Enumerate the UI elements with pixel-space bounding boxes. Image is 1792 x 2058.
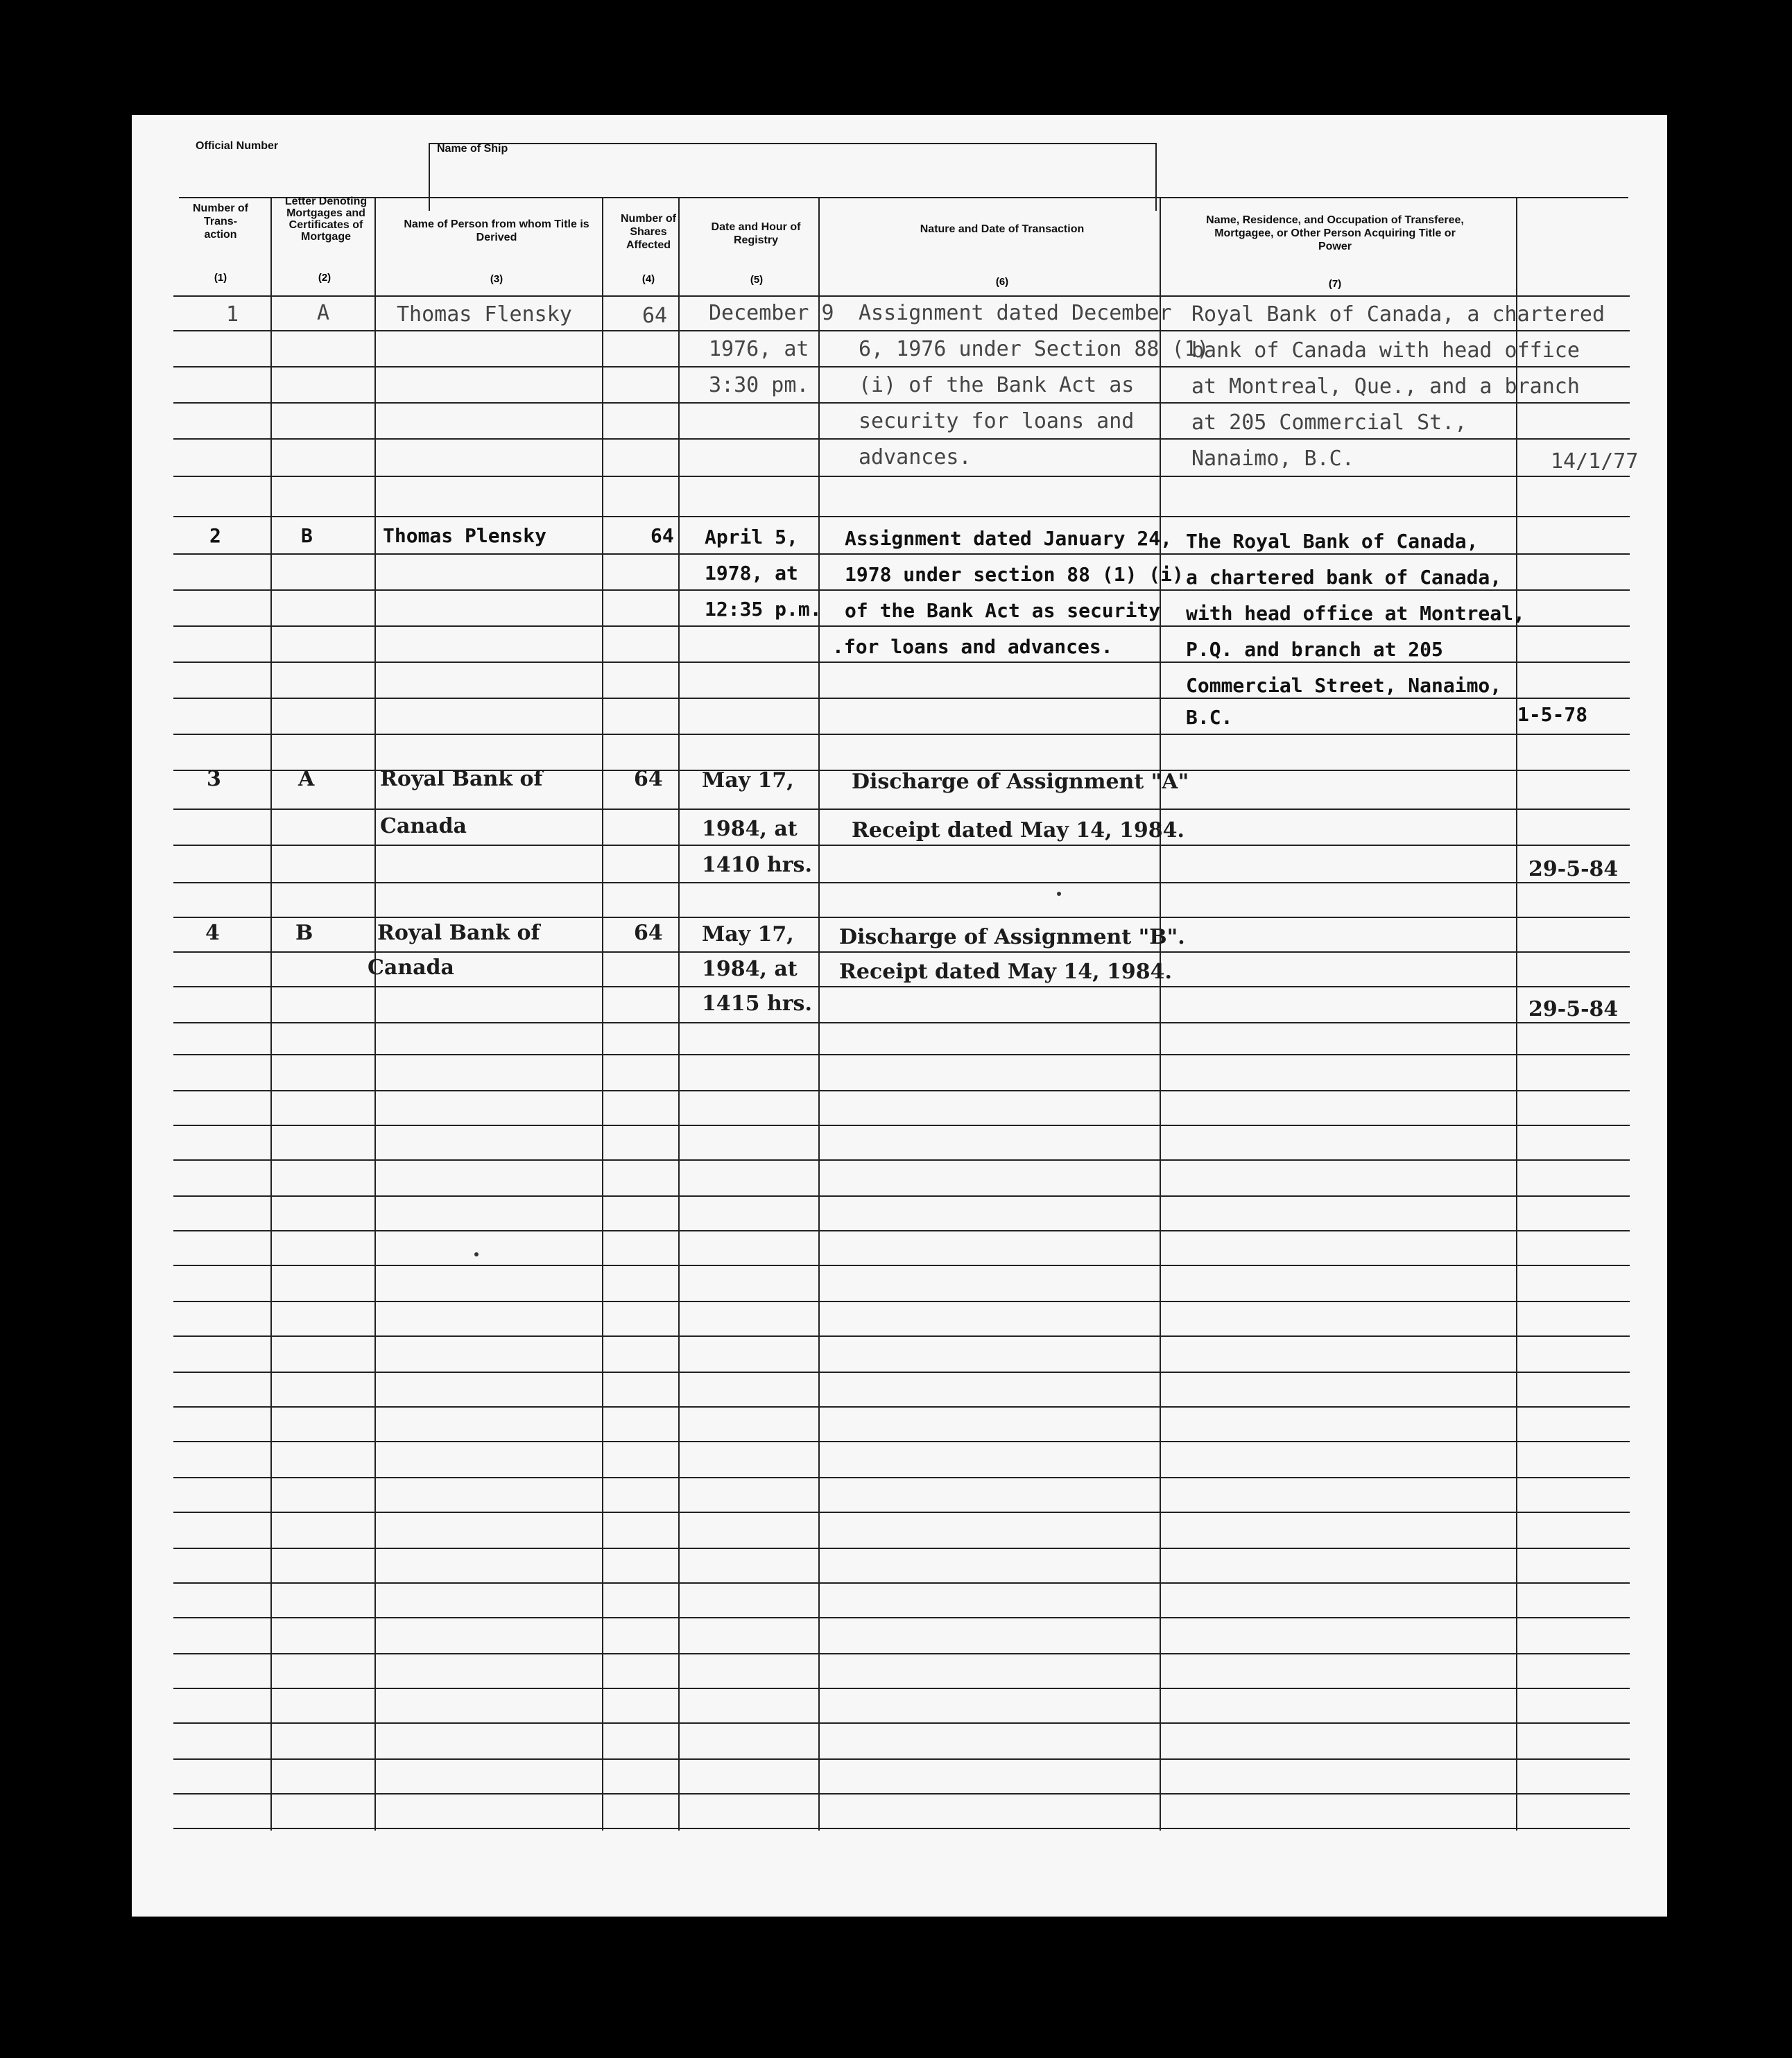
col1-number: (1) <box>214 272 227 284</box>
col5-header: Date and Hour of Registry <box>711 221 801 246</box>
ruled-line <box>173 1265 1630 1266</box>
name-of-ship-label: Name of Ship <box>437 143 508 155</box>
col-rule-2 <box>374 197 376 1831</box>
entry2-nature-line3: of the Bank Act as security <box>845 599 1161 622</box>
entry2-transferee-line4: P.Q. and branch at 205 <box>1186 638 1443 661</box>
entry3-nature-line1: Discharge of Assignment "A" <box>852 770 1189 794</box>
entry2-date-line3: 12:35 p.m. <box>705 598 822 621</box>
col6-header: Nature and Date of Transaction <box>920 223 1085 235</box>
col-rule-5 <box>818 197 820 1831</box>
ruled-line <box>173 1022 1630 1023</box>
ruled-line <box>173 951 1630 953</box>
entry4-date-line1: May 17, <box>702 922 794 946</box>
ruled-line <box>173 1477 1630 1478</box>
ruled-line <box>173 917 1630 918</box>
entry4-nature-line2: Receipt dated May 14, 1984. <box>839 960 1172 984</box>
col2-number: (2) <box>318 272 331 284</box>
col7-header: Name, Residence, and Occupation of Transferee, Mortgagee, or Other Person Acquiring Title or Power <box>1206 214 1464 252</box>
ruled-line <box>173 1125 1630 1126</box>
speck <box>1057 892 1061 896</box>
ruled-line <box>173 1230 1630 1231</box>
ruled-line <box>173 1512 1630 1513</box>
ruled-line <box>173 1582 1630 1584</box>
ruled-line <box>173 808 1630 810</box>
entry3-number: 3 <box>207 767 221 791</box>
ruled-line <box>173 1301 1630 1302</box>
col2-header: Letter Denoting Mortgages and Certificates of Mortgage <box>284 196 368 243</box>
ship-box-top <box>429 143 1157 144</box>
ruled-line <box>173 330 1630 331</box>
entry1-transferee-line1: Royal Bank of Canada, a chartered <box>1191 302 1605 327</box>
ruled-line <box>173 1828 1630 1829</box>
entry1-transferee-line5: Nanaimo, B.C. <box>1191 447 1354 471</box>
ruled-line <box>173 553 1630 555</box>
col-rule-6 <box>1160 197 1161 1831</box>
ruled-line <box>173 366 1630 368</box>
ruled-line <box>173 1406 1630 1408</box>
entry3-shares: 64 <box>634 767 663 791</box>
header-top-line <box>179 197 1628 198</box>
ruled-line <box>173 1758 1630 1760</box>
entry3-date-line2: 1984, at <box>702 817 798 841</box>
entry1-from: Thomas Flensky <box>397 302 572 327</box>
header-divider <box>429 143 430 211</box>
col-rule-3 <box>602 197 603 1831</box>
entry1-shares: 64 <box>642 304 668 328</box>
ruled-line <box>173 1653 1630 1654</box>
ruled-line <box>173 1722 1630 1724</box>
entry1-nature-line1: Assignment dated December <box>859 301 1172 325</box>
entry1-transferee-line2: bank of Canada with head office <box>1191 338 1580 363</box>
col1-header: Number of Trans- action <box>193 202 248 241</box>
entry4-margin-date: 29-5-84 <box>1528 997 1619 1021</box>
entry1-nature-line4: security for loans and <box>859 409 1135 433</box>
col-rule-1 <box>270 197 272 1831</box>
entry3-from-line1: Royal Bank of <box>380 767 543 791</box>
entry2-shares: 64 <box>651 524 674 547</box>
entry3-from-line2: Canada <box>380 814 467 838</box>
col4-header: Number of Shares Affected <box>621 213 676 251</box>
col-rule-7 <box>1516 197 1517 1831</box>
entry4-from-line1: Royal Bank of <box>377 921 540 945</box>
col7-number: (7) <box>1328 278 1342 290</box>
entry2-nature-line2: 1978 under section 88 (1) (i) <box>845 563 1184 586</box>
entry4-number: 4 <box>205 921 220 945</box>
entry1-number: 1 <box>226 302 239 327</box>
col5-number: (5) <box>750 274 764 286</box>
entry1-date-line3: 3:30 pm. <box>709 373 809 397</box>
ruled-line <box>173 1195 1630 1197</box>
ruled-line <box>173 1054 1630 1055</box>
ruled-line <box>173 402 1630 404</box>
ruled-line <box>173 1090 1630 1091</box>
ruled-line <box>173 986 1630 987</box>
entry3-date-line1: May 17, <box>702 768 794 793</box>
ruled-line <box>173 698 1630 699</box>
entry1-nature-line5: advances. <box>859 445 972 469</box>
ruled-line <box>173 734 1630 735</box>
entry1-margin-date: 14/1/77 <box>1551 449 1639 474</box>
entry1-transferee-line4: at 205 Commercial St., <box>1191 410 1467 435</box>
ruled-line <box>173 1793 1630 1795</box>
entry2-transferee-line5: Commercial Street, Nanaimo, <box>1186 674 1502 697</box>
col6-number: (6) <box>995 276 1009 288</box>
entry2-transferee-line1: The Royal Bank of Canada, <box>1186 530 1479 553</box>
register-page <box>132 115 1667 1917</box>
col-rule-4 <box>678 197 680 1831</box>
entry2-nature-line4: .for loans and advances. <box>832 635 1113 658</box>
entry3-margin-date: 29-5-84 <box>1528 857 1619 881</box>
ruled-line <box>173 882 1630 883</box>
col3-header: Name of Person from whom Title is Derived <box>404 218 589 243</box>
entry2-transferee-line2: a chartered bank of Canada, <box>1186 566 1502 589</box>
ruled-line <box>173 1441 1630 1442</box>
entry2-transferee-line6: B.C. <box>1186 706 1233 729</box>
col4-number: (4) <box>641 273 655 285</box>
ruled-line <box>173 625 1630 627</box>
entry1-nature-line2: 6, 1976 under Section 88 (1) <box>859 337 1209 361</box>
entry4-nature-line1: Discharge of Assignment "B". <box>839 925 1185 949</box>
ruled-line <box>173 845 1630 846</box>
entry2-margin-date: 1-5-78 <box>1517 703 1588 726</box>
entry2-transferee-line3: with head office at Montreal, <box>1186 602 1525 625</box>
entry1-date-line2: 1976, at <box>709 337 809 361</box>
entry3-nature-line2: Receipt dated May 14, 1984. <box>852 818 1184 842</box>
entry4-date-line2: 1984, at <box>702 957 798 981</box>
speck <box>474 1252 479 1256</box>
entry1-date-line1: December 9 <box>709 301 834 325</box>
entry2-nature-line1: Assignment dated January 24, <box>845 527 1173 550</box>
ruled-line <box>173 1159 1630 1161</box>
entry2-number: 2 <box>209 524 221 547</box>
entry2-from: Thomas Plensky <box>383 524 547 547</box>
ruled-line <box>173 438 1630 440</box>
ruled-line <box>173 295 1630 297</box>
ruled-line <box>173 1335 1630 1337</box>
entry2-date-line1: April 5, <box>705 526 798 548</box>
ship-box-right <box>1155 143 1157 211</box>
entry3-letter: A <box>298 767 315 791</box>
entry3-date-line3: 1410 hrs. <box>702 853 812 877</box>
ruled-line <box>173 662 1630 663</box>
col3-number: (3) <box>490 273 503 285</box>
entry4-from-line2: Canada <box>368 956 454 980</box>
ruled-line <box>173 1617 1630 1618</box>
ruled-line <box>173 1688 1630 1689</box>
ruled-line <box>173 476 1630 477</box>
entry2-letter: B <box>301 524 313 547</box>
entry4-letter: B <box>295 921 313 945</box>
ruled-line <box>173 1372 1630 1373</box>
ruled-line <box>173 1548 1630 1549</box>
entry1-nature-line3: (i) of the Bank Act as <box>859 373 1135 397</box>
entry2-date-line2: 1978, at <box>705 562 798 585</box>
entry1-transferee-line3: at Montreal, Que., and a branch <box>1191 374 1580 399</box>
ruled-line <box>173 589 1630 591</box>
official-number-label: Official Number <box>196 140 279 152</box>
entry1-letter: A <box>317 301 330 325</box>
entry4-shares: 64 <box>634 921 663 945</box>
ruled-line <box>173 516 1630 517</box>
entry4-date-line3: 1415 hrs. <box>702 992 812 1016</box>
